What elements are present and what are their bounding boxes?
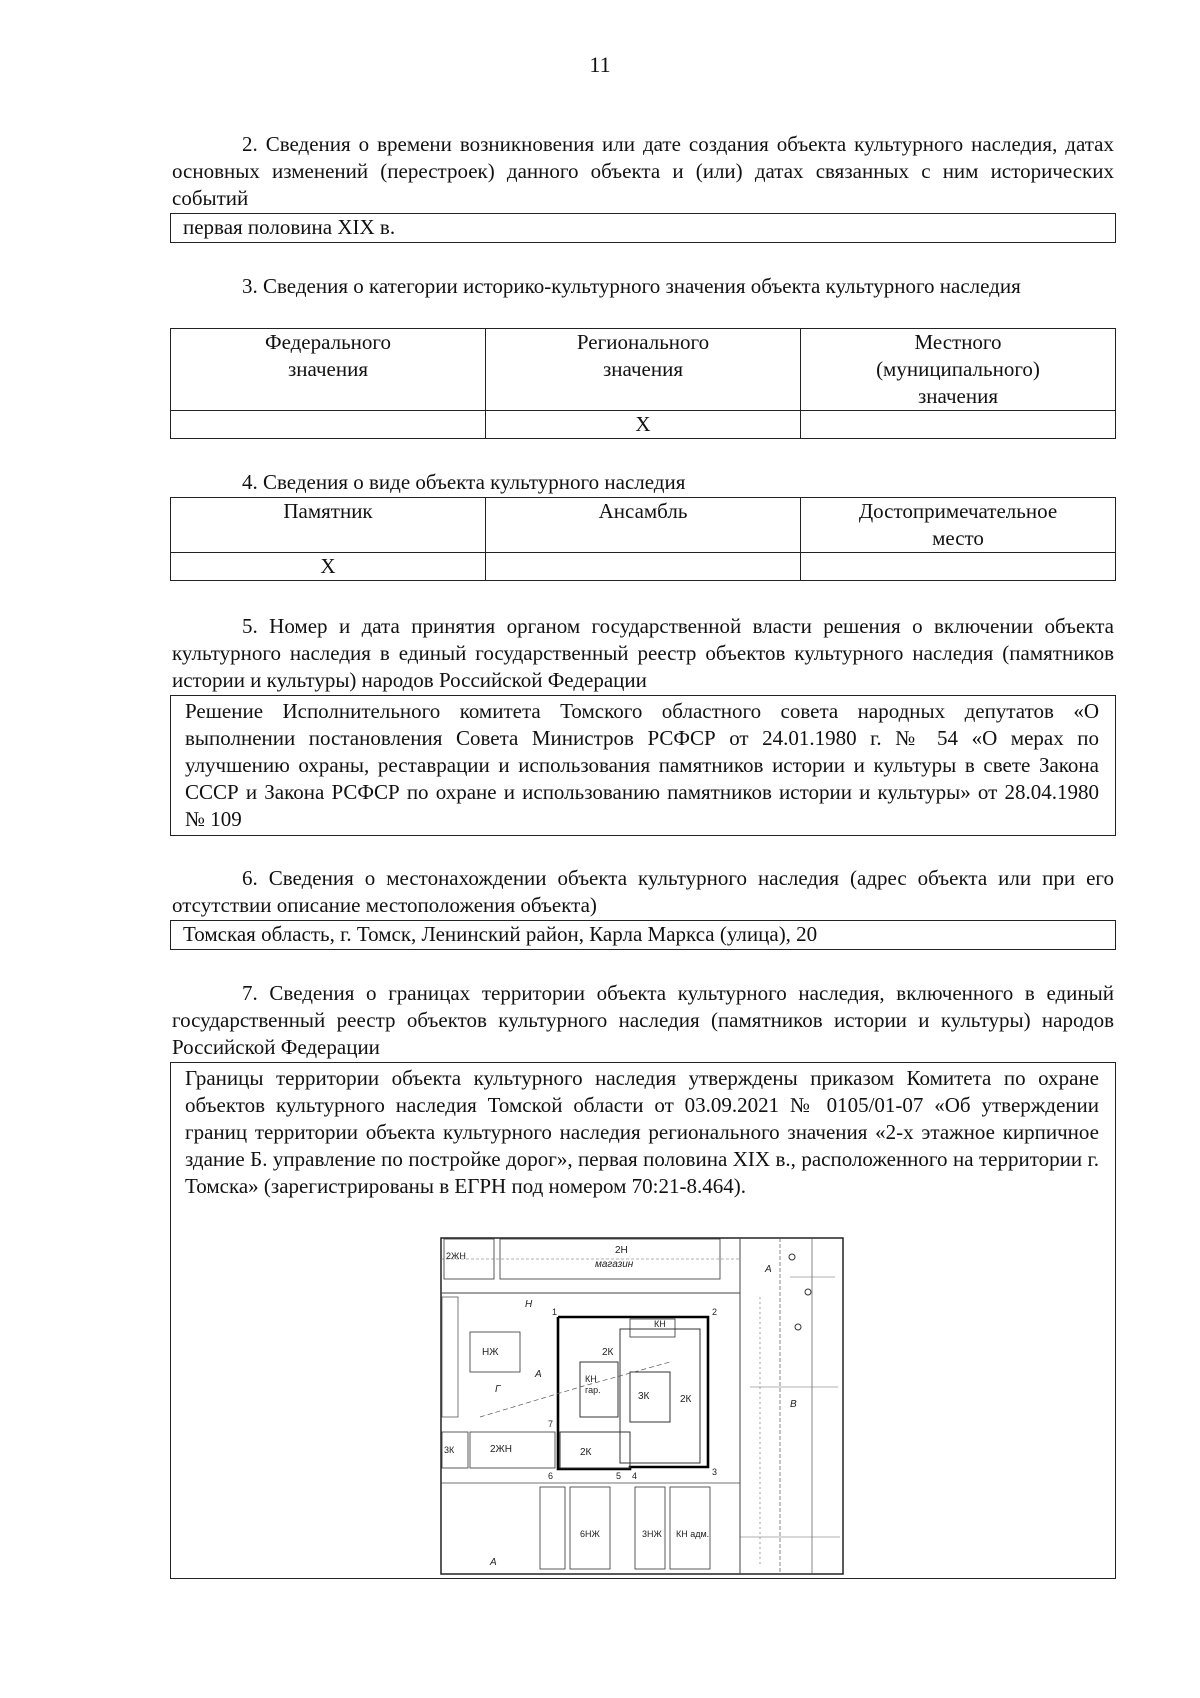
map-label-shop-floors: 2Н — [615, 1245, 628, 1256]
header-cell-ensemble: Ансамбль — [486, 498, 801, 553]
section-2-heading: 2. Сведения о времени возникновения или дате создания объекта культурного наследия, датах основных изменений (перестроек) данного объекта и (или) датах связанных с ним исторических событий — [172, 132, 1114, 210]
map-point-4: 4 — [632, 1471, 638, 1481]
section-6-value-box — [170, 920, 1116, 950]
header-cell-landmark: Достопримечательное место — [801, 498, 1116, 553]
map-label-3k-left: 3К — [444, 1445, 455, 1455]
map-label-g: Г — [495, 1384, 501, 1395]
section-7-heading: 7. Сведения о границах территории объекта культурного наследия, включенного в единый государственный реестр объектов культурного наследия (памятников истории и культуры) народов Российской Федерации — [172, 981, 1114, 1059]
map-label-kn1: КН — [654, 1319, 666, 1329]
section-3-heading: 3. Сведения о категории историко-культурного значения объекта культурного наследия — [242, 274, 1021, 298]
table-row — [171, 553, 1116, 581]
section-6-heading: 6. Сведения о местонахождении объекта культурного наследия (адрес объекта или при его отсутствии описание местоположения объекта) — [172, 866, 1114, 917]
map-label-6nzh: 6НЖ — [580, 1529, 600, 1539]
section-5-value-box — [170, 695, 1116, 836]
section-6-value: Томская область, г. Томск, Ленинский район, Карла Маркса (улица), 20 — [183, 922, 818, 946]
mark-cell-federal — [171, 411, 486, 439]
table-row — [171, 329, 1116, 411]
map-label-2zhn-top: 2ЖН — [446, 1251, 466, 1261]
boundary-map — [440, 1237, 844, 1575]
section-2-value-box — [170, 213, 1116, 243]
map-point-5: 5 — [616, 1471, 622, 1481]
map-point-6: 6 — [548, 1471, 554, 1481]
section-5-heading: 5. Номер и дата принятия органом государственной власти решения о включении объекта культурного наследия в единый государственный реестр объектов культурного наследия (памятников истории и культуры) народов Российской Федерации — [172, 614, 1114, 692]
map-label-2zhn: 2ЖН — [490, 1444, 513, 1455]
section-5-value: Решение Исполнительного комитета Томского областного совета народных депутатов «О выполнении постановления Совета Министров РСФСР от 24.01.1980 г. № 54 «О мерах по улучшению охраны, реставрации и использования памятников истории и культуры в свете Закона СССР и Закона РСФСР по охране и использованию памятников истории и культуры» от 28.04.1980 № 109 — [185, 699, 1099, 831]
map-label-2k-3: 2К — [580, 1447, 592, 1458]
header-cell-regional: Регионального значения — [486, 329, 801, 411]
map-label-v: В — [790, 1399, 797, 1410]
map-point-1: 1 — [552, 1307, 558, 1317]
map-label-2k-2: 2К — [680, 1394, 692, 1405]
map-label-2k-1: 2К — [602, 1347, 614, 1358]
map-label-gar: гар. — [585, 1385, 601, 1395]
map-label-kn2: КН — [585, 1374, 597, 1384]
map-point-7: 7 — [548, 1419, 554, 1429]
map-label-shop: магазин — [595, 1259, 634, 1270]
map-label-a1: А — [765, 1264, 772, 1275]
page-number: 11 — [589, 52, 611, 77]
map-point-2: 2 — [712, 1307, 718, 1317]
header-cell-monument: Памятник — [171, 498, 486, 553]
section-2-value: первая половина XIX в. — [183, 215, 396, 239]
map-label-a3: А — [490, 1557, 497, 1568]
map-label-3nzh: 3НЖ — [642, 1529, 662, 1539]
section-4-heading: 4. Сведения о виде объекта культурного наследия — [242, 470, 686, 494]
mark-cell-local — [801, 411, 1116, 439]
table-row — [171, 498, 1116, 553]
section-7-value: Границы территории объекта культурного наследия утверждены приказом Комитета по охране объектов культурного наследия Томской области от 03.09.2021 № 0105/01-07 «Об утверждении границ территории объекта культурного наследия регионального значения «2-х этажное кирпичное здание Б. управление по постройке дорог», первая половина XIX в., расположенного на территории г. Томска» (зарегистрированы в ЕГРН под номером 70:21-8.464). — [185, 1066, 1099, 1198]
mark-cell-ensemble — [486, 553, 801, 581]
mark-cell-regional: X — [486, 411, 801, 439]
header-cell-federal: Федерального значения — [171, 329, 486, 411]
header-cell-local: Местного (муниципального) значения — [801, 329, 1116, 411]
table-row — [171, 411, 1116, 439]
map-label-3k: 3К — [638, 1391, 650, 1402]
map-label-kn-adm: КН адм. — [676, 1529, 710, 1539]
mark-cell-landmark — [801, 553, 1116, 581]
map-point-3: 3 — [712, 1467, 718, 1477]
mark-cell-monument: X — [171, 553, 486, 581]
section-4-table — [170, 497, 1116, 581]
map-label-nzh: НЖ — [482, 1347, 499, 1358]
map-label-n: Н — [525, 1299, 533, 1310]
section-3-table — [170, 328, 1116, 439]
map-label-a2: А — [535, 1369, 542, 1380]
